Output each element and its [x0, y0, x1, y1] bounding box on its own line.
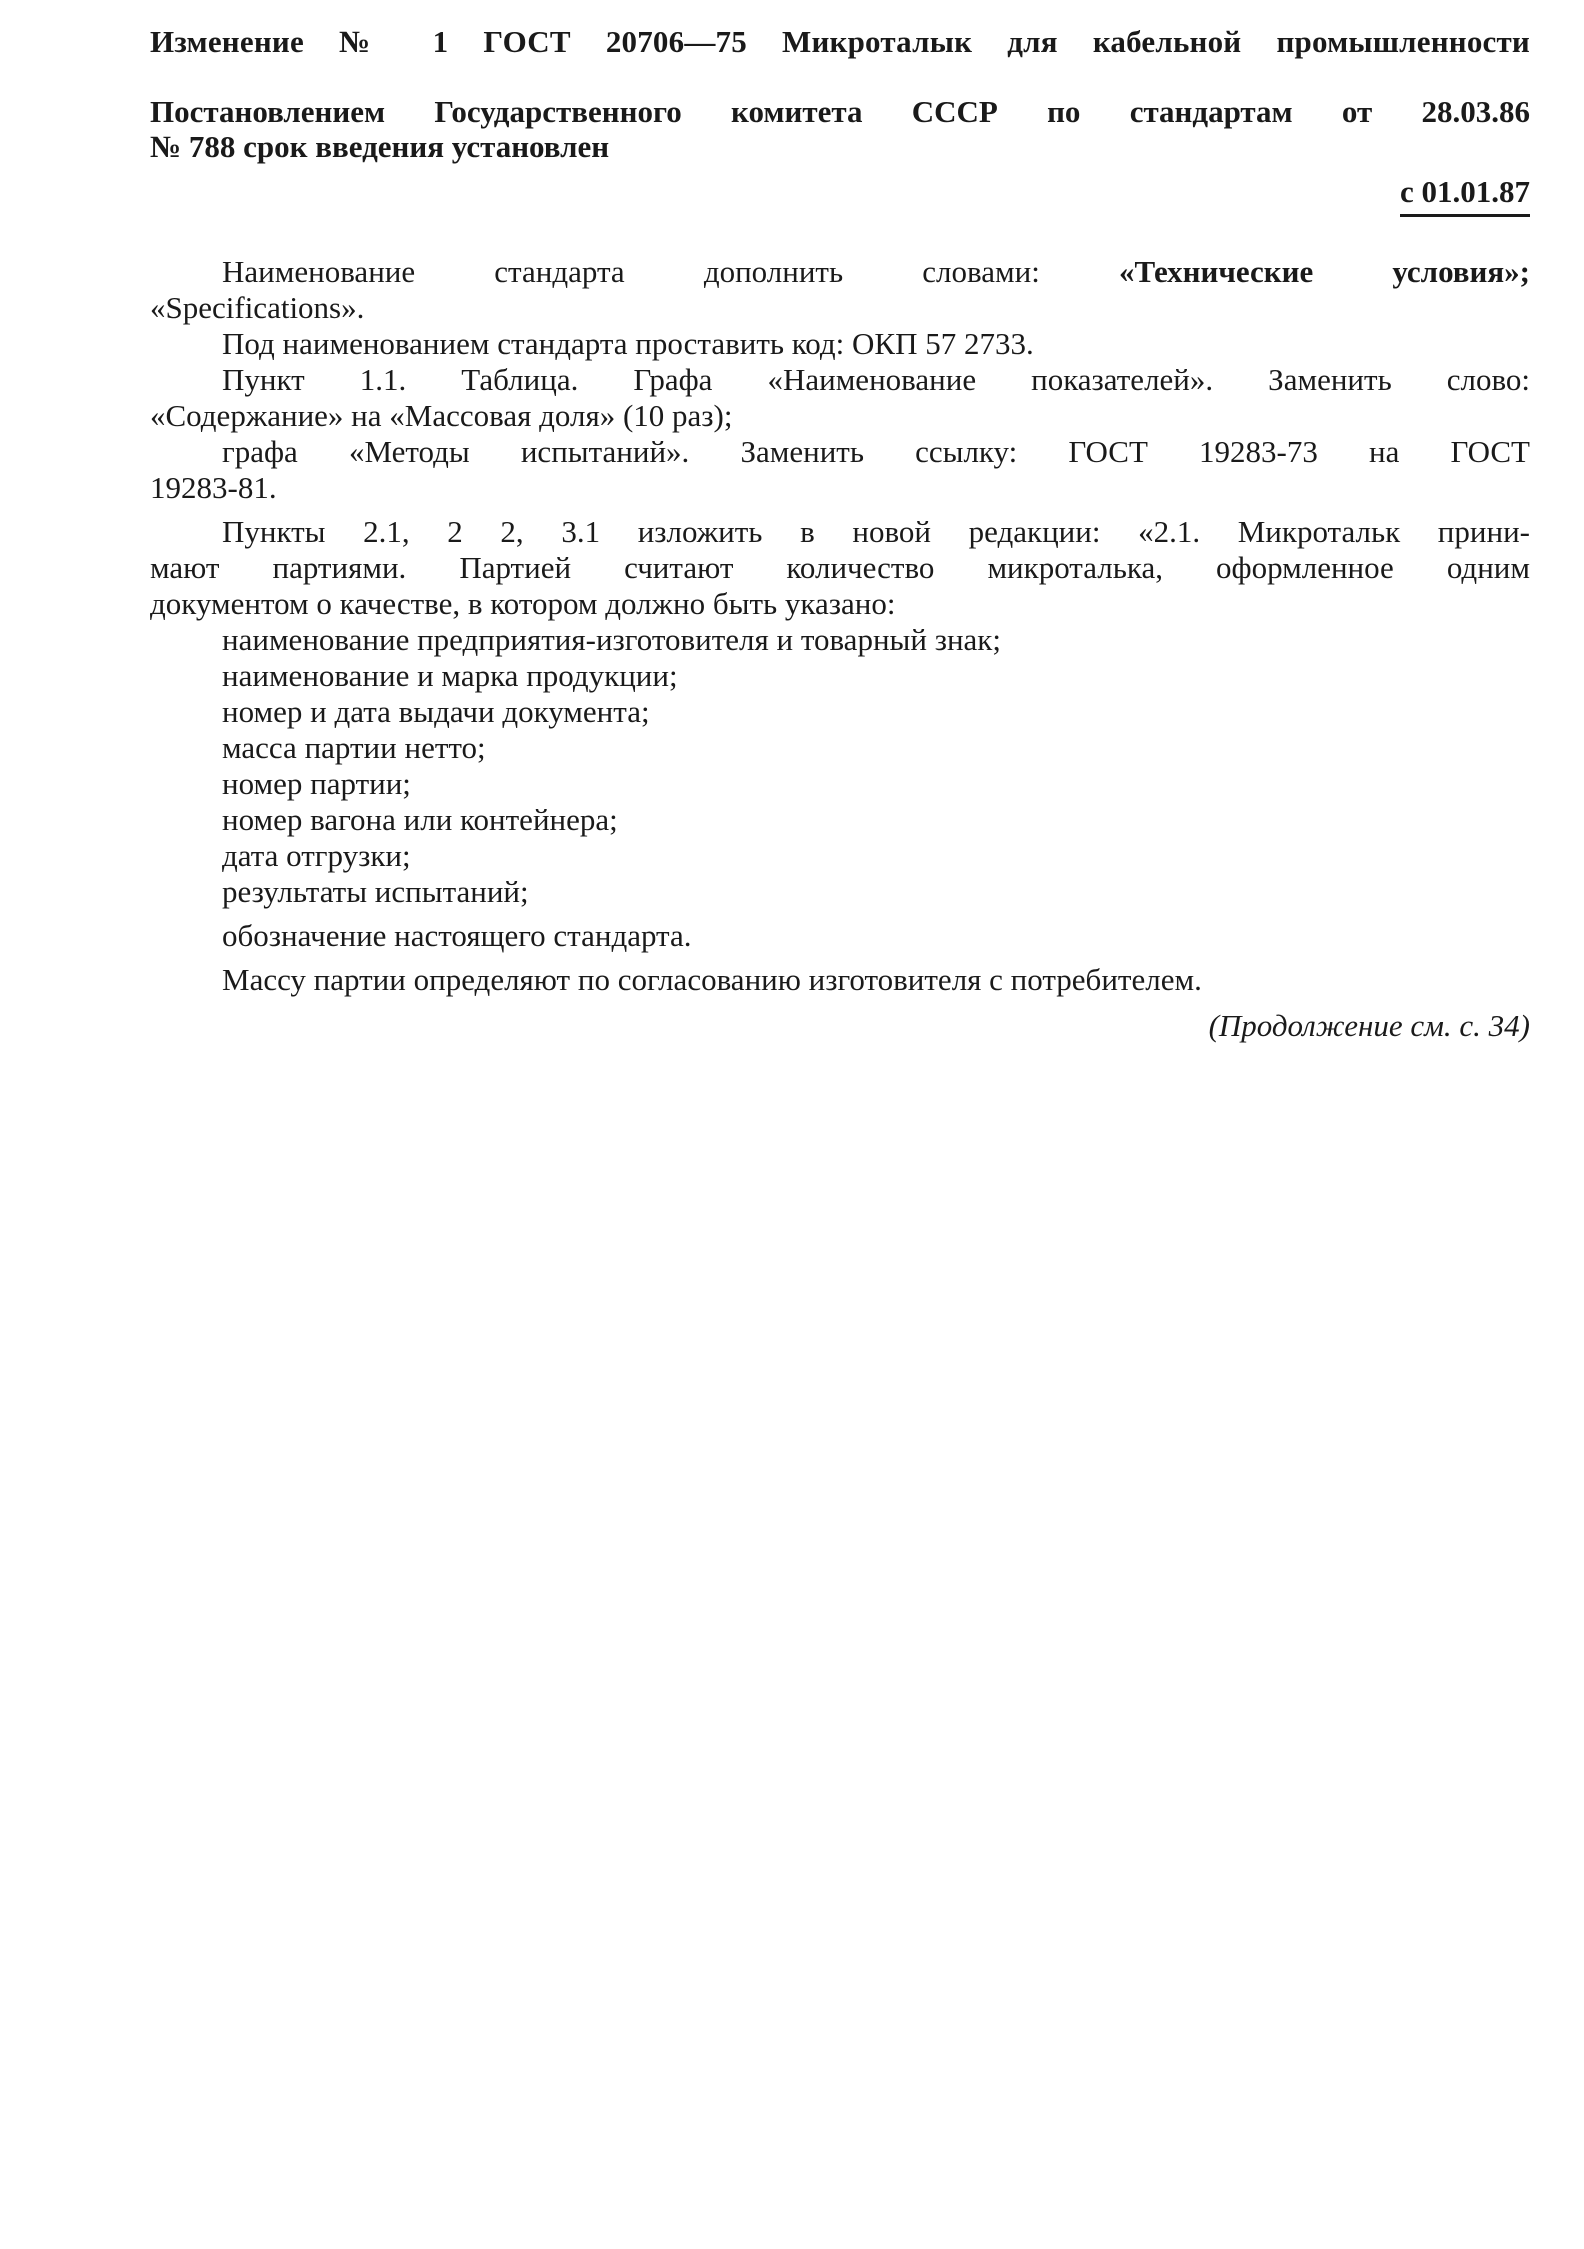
- list-item: обозначение настоящего стандарта.: [222, 918, 692, 953]
- paragraph-5-line-3: документом о качестве, в котором должно быть указано:: [150, 586, 896, 621]
- paragraph-5-line-1: Пункты 2.1, 2 2, 3.1 изложить в новой редакции: «2.1. Микротальк прини-: [222, 514, 1530, 549]
- paragraph-1-text: Наименование стандарта дополнить словами:: [222, 254, 1040, 289]
- paragraph-4-line-2: 19283-81.: [150, 470, 277, 505]
- list-item: масса партии нетто;: [222, 730, 486, 765]
- paragraph-2: Под наименованием стандарта проставить код: ОКП 57 2733.: [222, 326, 1034, 361]
- paragraph-4-line-1: графа «Методы испытаний». Заменить ссылку: ГОСТ 19283-73 на ГОСТ: [222, 434, 1530, 469]
- document-body: [150, 254, 1530, 1044]
- list-item: номер вагона или контейнера;: [222, 802, 618, 837]
- list-item: наименование предприятия-изготовителя и товарный знак;: [222, 622, 1001, 657]
- list-item: результаты испытаний;: [222, 874, 529, 909]
- paragraph-3-line-2: «Содержание» на «Массовая доля» (10 раз);: [150, 398, 733, 433]
- effective-date-row: [150, 174, 1530, 220]
- decree-line-1: Постановлением Государственного комитета СССР по стандартам от 28.03.86: [150, 94, 1530, 129]
- document-title: Изменение № 1 ГОСТ 20706—75 Микроталык для кабельной промышленности: [150, 24, 1530, 59]
- list-item: дата отгрузки;: [222, 838, 411, 873]
- paragraph-3-line-1: Пункт 1.1. Таблица. Графа «Наименование показателей». Заменить слово:: [222, 362, 1530, 397]
- list-item: номер и дата выдачи документа;: [222, 694, 650, 729]
- effective-date: с 01.01.87: [1400, 174, 1530, 217]
- document-page: [150, 22, 1530, 1044]
- requirements-list: [150, 622, 1530, 954]
- paragraph-1-line-2: «Specifications».: [150, 290, 365, 325]
- paragraph-1-line-1: [150, 254, 1530, 290]
- list-item: наименование и марка продукции;: [222, 658, 678, 693]
- continuation-note: (Продолжение см. с. 34): [1208, 1008, 1530, 1043]
- paragraph-5-line-2: мают партиями. Партией считают количество микроталька, оформленное одним: [150, 550, 1530, 585]
- decree-line-2: № 788 срок введения установлен: [150, 129, 610, 164]
- paragraph-1-bold-text: «Технические условия»;: [1118, 254, 1530, 289]
- list-item: номер партии;: [222, 766, 411, 801]
- paragraph-6: Массу партии определяют по согласованию изготовителя с потребителем.: [222, 962, 1202, 997]
